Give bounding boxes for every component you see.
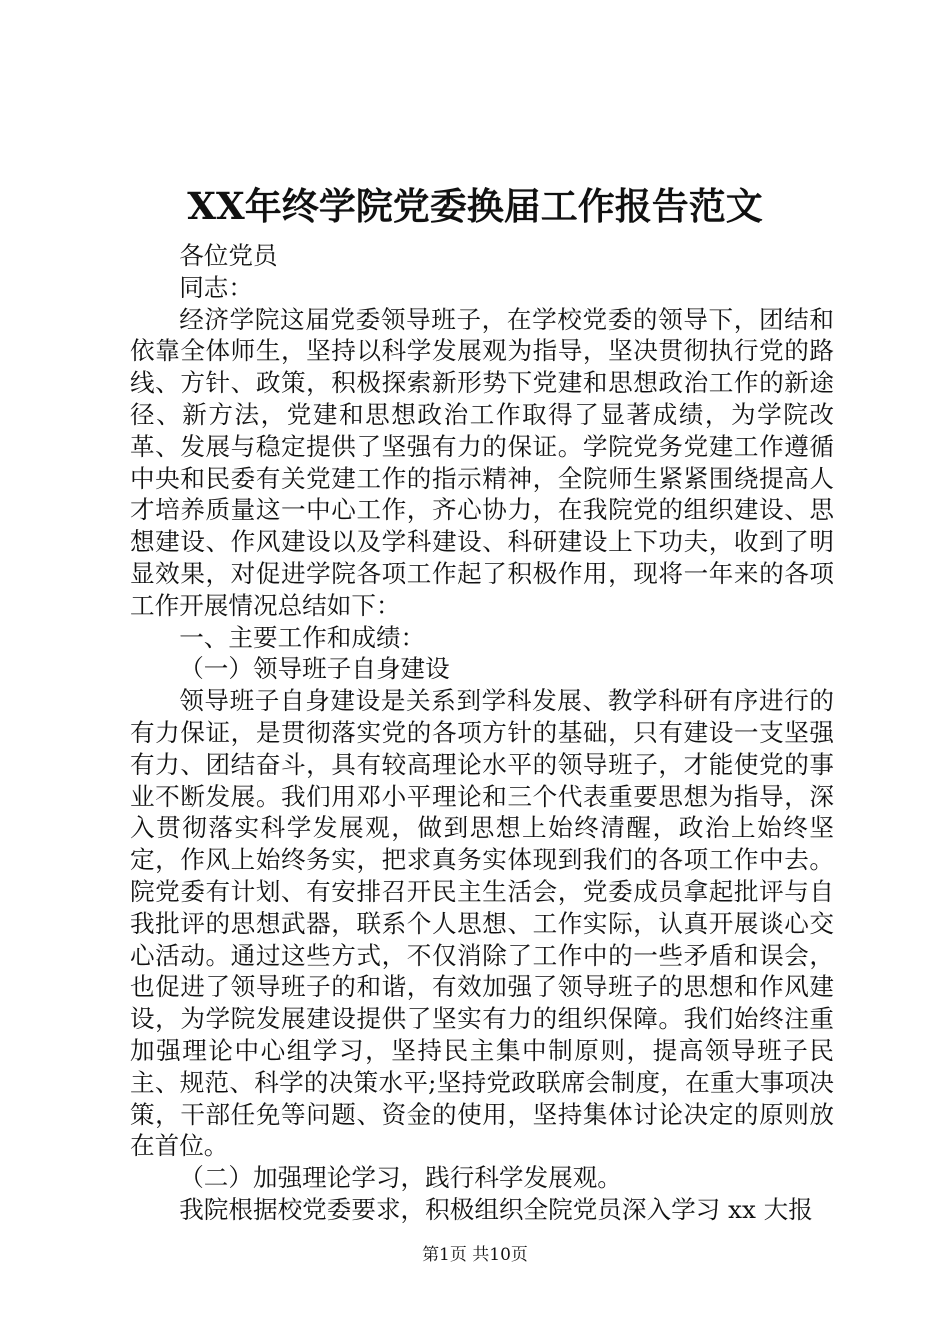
- body-paragraph-theory-study: 我院根据校党委要求，积极组织全院党员深入学习 xx 大报: [179, 1194, 813, 1224]
- body-paragraph-intro: 经济学院这届党委领导班子，在学校党委的领导下，团结和依靠全体师生，坚持以科学发展观为指导，坚决贯彻执行党的路线、方针、政策，积极探索新形势下党建和思想政治工作的新途径、新方法，党建和思想政治工作取得了显著成绩，为学院改革、发展与稳定提供了坚强有力的保证。学院党务党建工作遵循中央和民委有关党建工作的指示精神，全院师生紧紧围绕提高人才培养质量这一中心工作，齐心协力，在我院党的组织建设、思想建设、作风建设以及学科建设、科研建设上下功夫，收到了明显效果，对促进学院各项工作起了积极作用，现将一年来的各项工作开展情况总结如下：: [130, 304, 834, 620]
- salutation-line-1: 各位党员: [179, 241, 278, 270]
- section-heading-main-work: 一、主要工作和成绩：: [179, 622, 426, 652]
- subsection-heading-leadership: （一）领导班子自身建设: [179, 654, 450, 684]
- document-title: XX年终学院党委换届工作报告范文: [187, 184, 763, 228]
- body-paragraph-leadership: 领导班子自身建设是关系到学科发展、教学科研有序进行的有力保证，是贯彻落实党的各项方针的基础，只有建设一支坚强有力、团结奋斗，具有较高理论水平的领导班子，才能使党的事业不断发展。我们用邓小平理论和三个代表重要思想为指导，深入贯彻落实科学发展观，做到思想上始终清醒，政治上始终坚定，作风上始终务实，把求真务实体现到我们的各项工作中去。院党委有计划、有安排召开民主生活会，党委成员拿起批评与自我批评的思想武器，联系个人思想、工作实际，认真开展谈心交心活动。通过这些方式，不仅消除了工作中的一些矛盾和误会，也促进了领导班子的和谐，有效加强了领导班子的思想和作风建设，为学院发展建设提供了坚实有力的组织保障。我们始终注重加强理论中心组学习，坚持民主集中制原则，提高领导班子民主、规范、科学的决策水平;坚持党政联席会制度，在重大事项决策，干部任免等问题、资金的使用，坚持集体讨论决定的原则放在首位。: [130, 686, 834, 1161]
- subsection-heading-theory-study: （二）加强理论学习，践行科学发展观。: [179, 1163, 622, 1193]
- salutation-line-2: 同志：: [179, 272, 253, 302]
- document-body: [130, 240, 834, 1226]
- page-number-footer: 第1页 共10页: [422, 1245, 528, 1265]
